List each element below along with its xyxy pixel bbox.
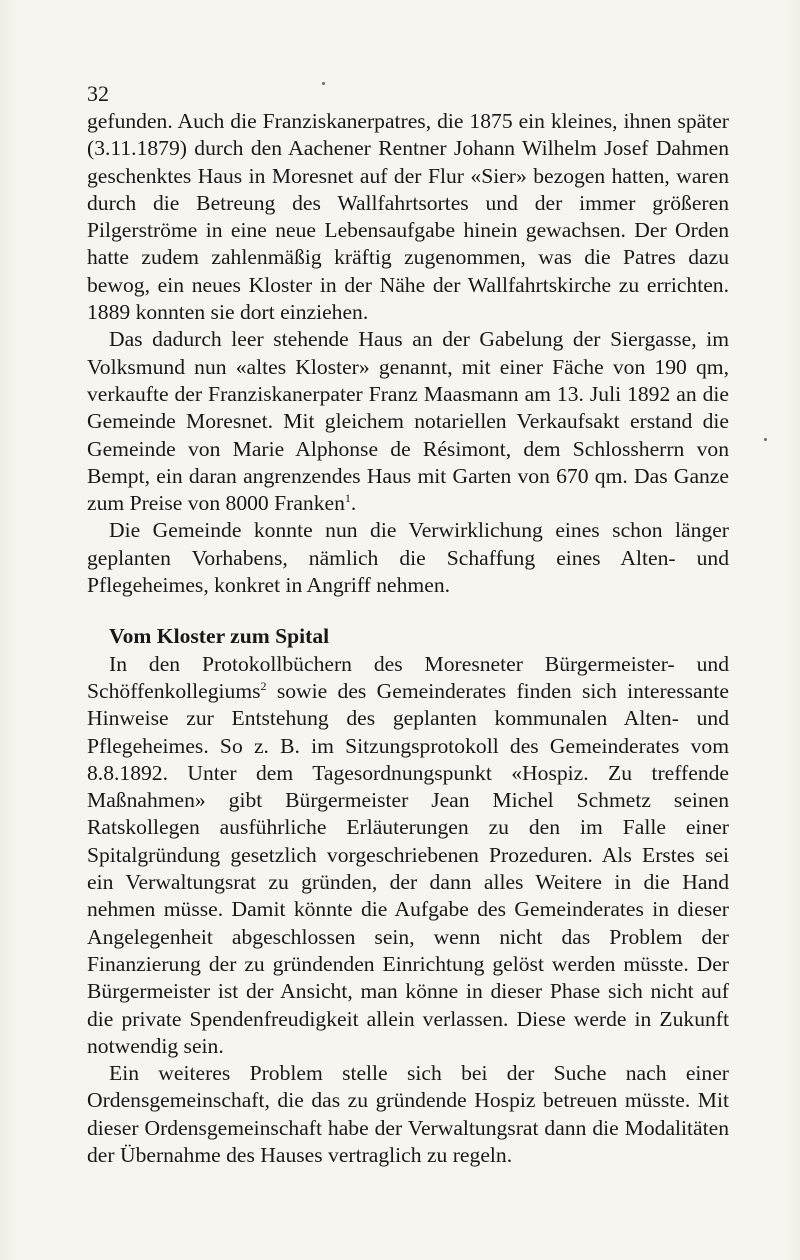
page-number: 32 — [87, 81, 109, 106]
paragraph-4-text-a: In den Protokollbüchern des Moresneter Bürgermeister- und Schöffenkollegiums — [87, 651, 729, 703]
paragraph-2-text: Das dadurch leer stehende Haus an der Gabelung der Siergasse, im Volksmund nun «altes Kloster» genannt, mit einer Fäche von 190 qm, verkaufte der Franziskanerpater Franz Maasmann am 13. Juli 1892 an die Gemeinde Moresnet. Mit gleichem notariellen Verkaufsakt erstand die Gemeinde von Marie Alphonse de Résimont, dem Schlossherrn von Bempt, ein daran angrenzendes Haus mit Garten von 670 qm. Das Ganze zum Preise von 8000 Franken — [87, 327, 729, 516]
paragraph-2 — [87, 326, 729, 517]
paper-speck — [764, 438, 767, 441]
paragraph-2-end: . — [350, 491, 357, 516]
paragraph-5: Ein weiteres Problem stelle sich bei der Suche nach einer Ordensgemeinschaft, die das zu gründende Hospiz betreuen müsste. Mit dieser Ordensgemeinschaft habe der Verwaltungsrat dann die Modalitäten der Übernahme des Hauses vertraglich zu regeln. — [87, 1061, 729, 1167]
section-heading: Vom Kloster zum Spital — [109, 624, 330, 649]
footnote-ref-1: 1 — [344, 490, 351, 505]
page-text — [87, 80, 729, 1169]
footnote-ref-2: 2 — [260, 678, 267, 693]
paragraph-3: Die Gemeinde konnte nun die Verwirklichung eines schon länger geplanten Vorhabens, nämlich die Schaffung eines Alten- und Pflegeheimes, konkret in Angriff nehmen. — [87, 518, 729, 598]
paragraph-4-text-b: sowie des Gemeinderates finden sich interessante Hinweise zur Entstehung des geplanten kommunalen Alten- und Pflegeheimes. So z. B. im Sitzungsprotokoll des Gemeinderates vom 8.8.1892. Unter dem Tagesordnungspunkt «Hospiz. Zu treffende Maßnahmen» gibt Bürgermeister Jean Michel Schmetz seinen Ratskollegen ausführliche Erläuterungen zu den im Falle einer Spitalgründung gesetzlich vorgeschriebenen Prozeduren. Als Erstes sei ein Verwaltungsrat zu gründen, der dann alles Weitere in die Hand nehmen müsse. Damit könnte die Aufgabe des Gemeinderates in dieser Angelegenheit abgeschlossen sein, wenn nicht das Problem der Finanzierung der zu gründenden Einrichtung gelöst werden müsste. Der Bürgermeister ist der Ansicht, man könne in dieser Phase sich nicht auf die private Spendenfreudigkeit allein verlassen. Diese werde in Zukunft notwendig sein. — [87, 678, 729, 1058]
paragraph-4 — [87, 651, 729, 1060]
paragraph-1: gefunden. Auch die Franziskanerpatres, die 1875 ein kleines, ihnen später (3.11.1879) durch den Aachener Rentner Johann Wilhelm Josef Dahmen geschenktes Haus in Moresnet auf der Flur «Sier» bezogen hatten, waren durch die Betreung des Wallfahrtsortes und der immer größeren Pilgerströme in eine neue Lebensaufgabe hinein gewachsen. Der Orden hatte zudem zahlenmäßig kräftig zugenommen, was die Patres dazu bewog, ein neues Kloster in der Nähe der Wallfahrtskirche zu errichten. 1889 konnten sie dort einziehen. — [87, 109, 729, 325]
